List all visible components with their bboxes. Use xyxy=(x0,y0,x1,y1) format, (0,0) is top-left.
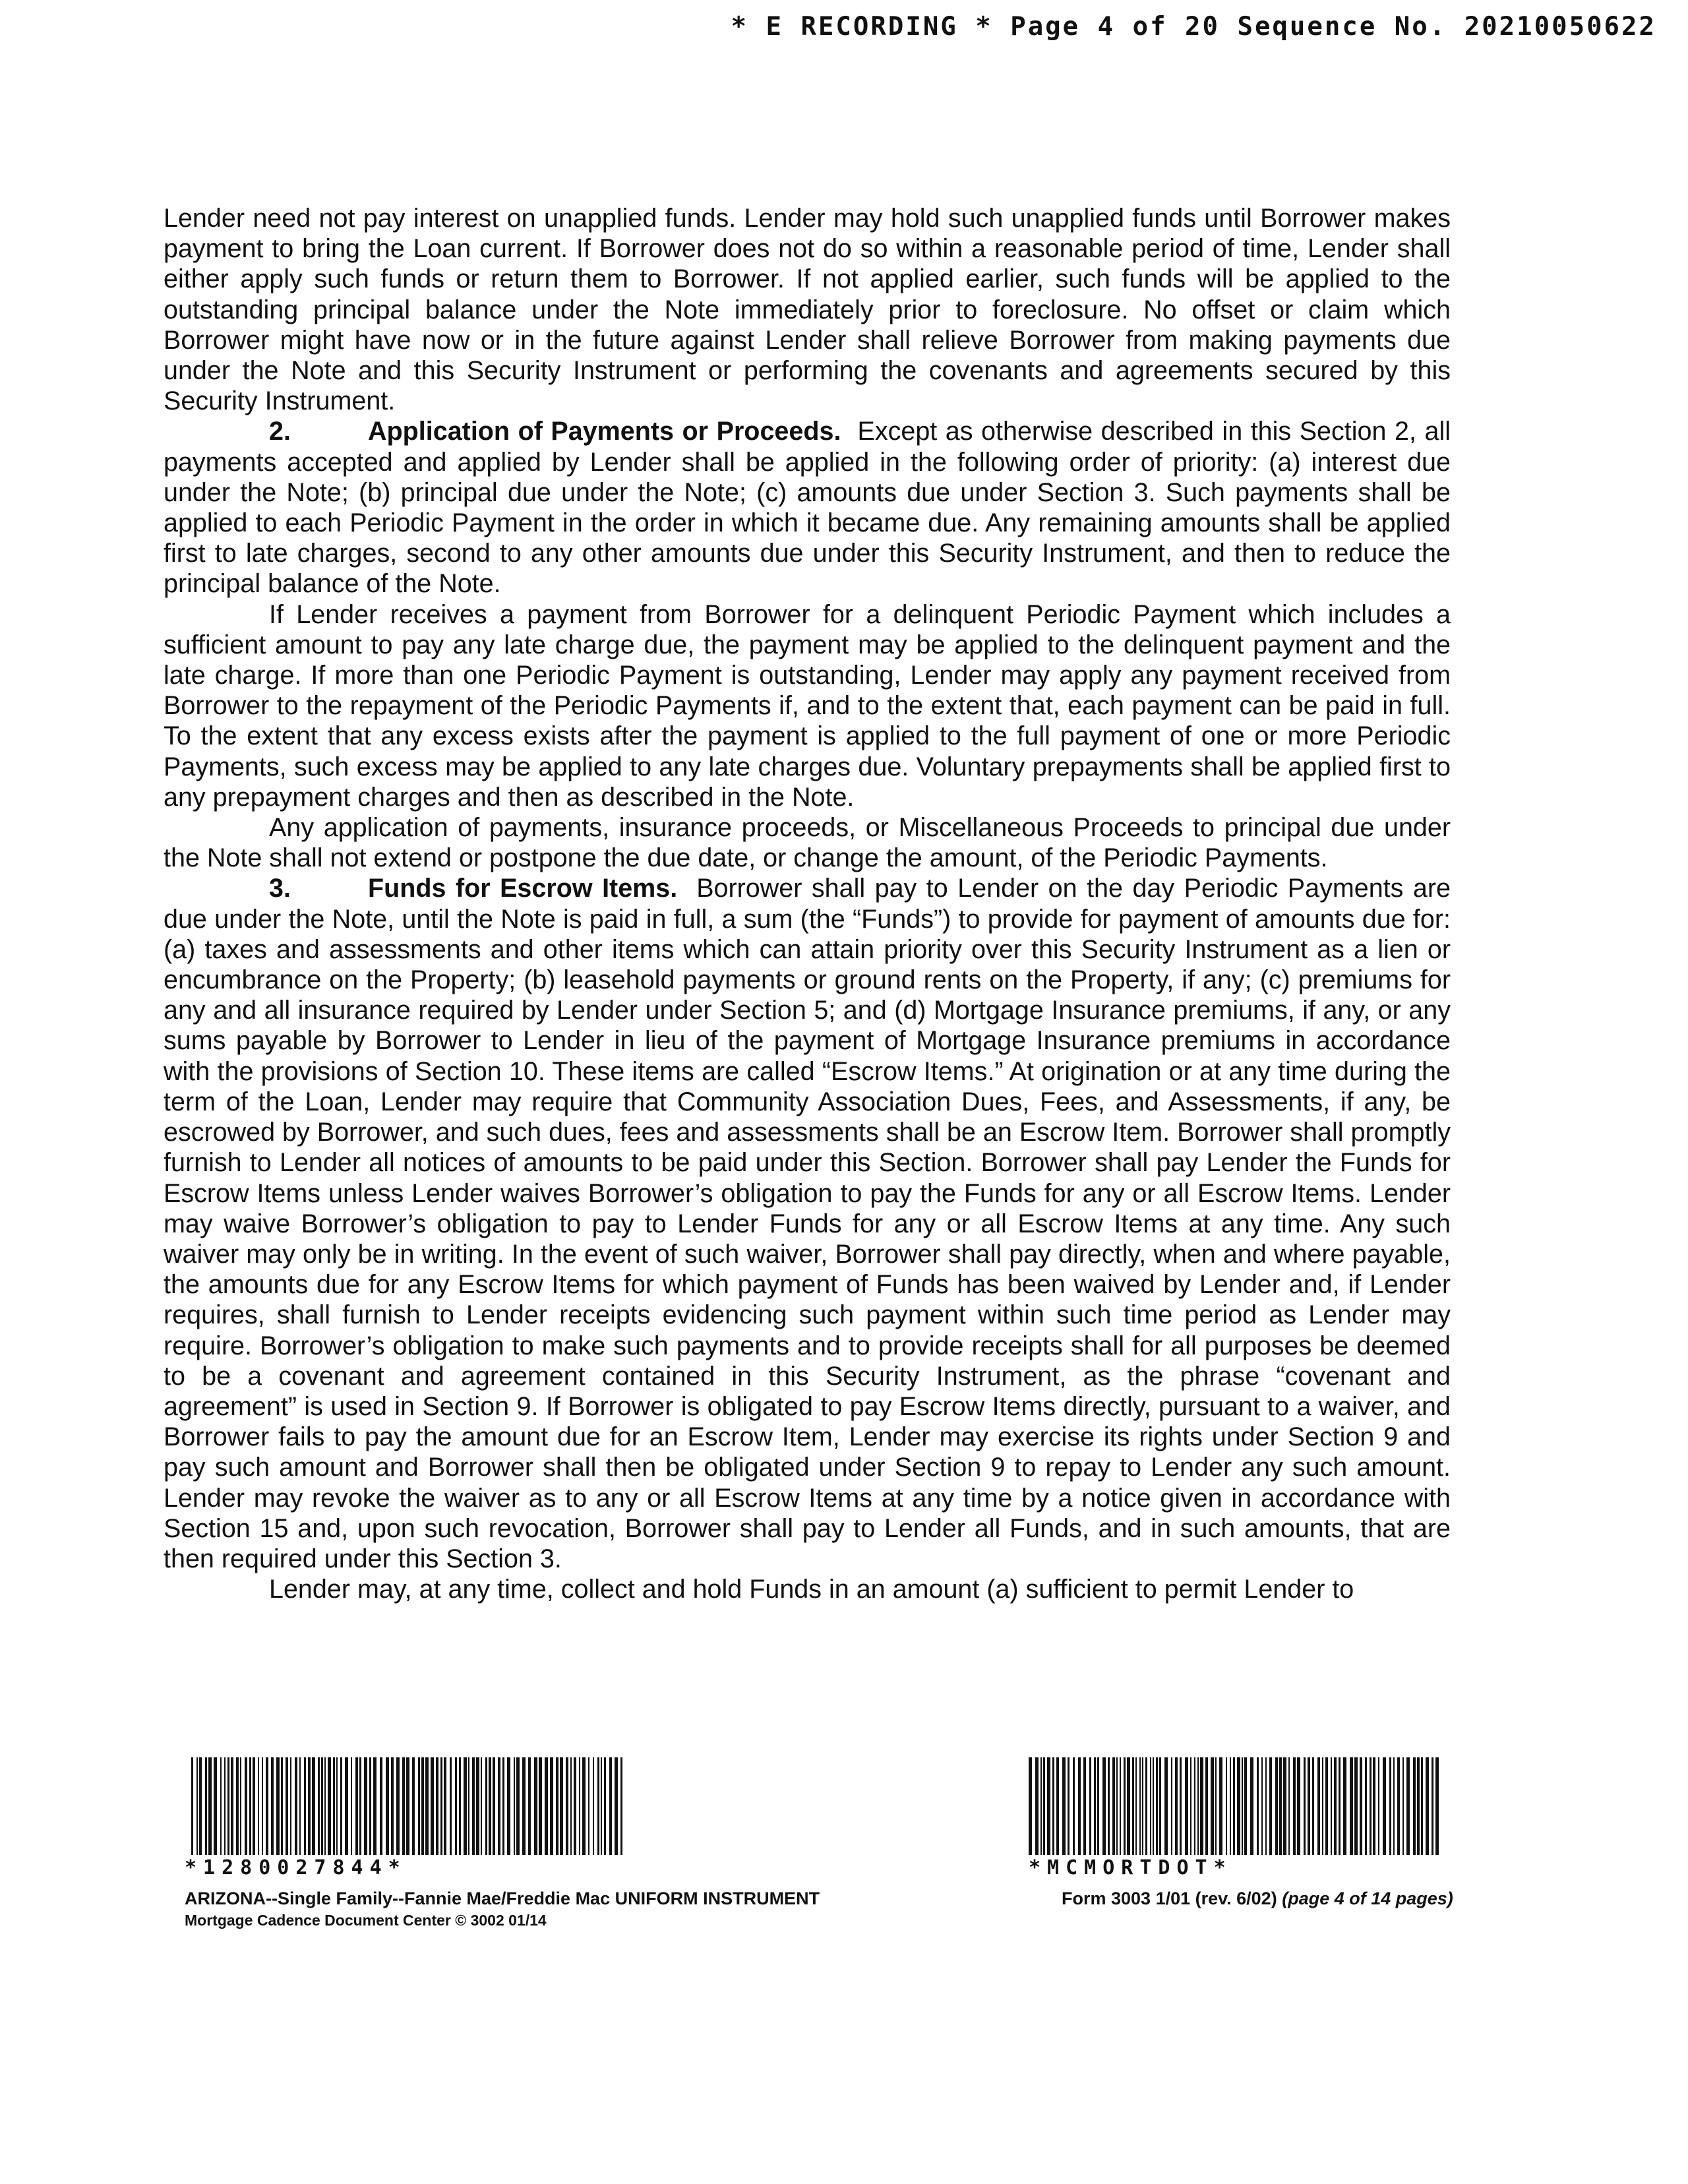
barcode-bar xyxy=(1097,1757,1099,1855)
barcode-bar xyxy=(1145,1757,1147,1855)
document-center-notice: Mortgage Cadence Document Center © 3002 01/14 xyxy=(185,1912,547,1929)
barcode-bar xyxy=(436,1757,438,1855)
barcode-bar xyxy=(597,1757,599,1855)
barcode-bar xyxy=(355,1757,358,1855)
barcode-bar xyxy=(1094,1757,1096,1855)
barcode-bar xyxy=(450,1757,452,1855)
barcode-bar xyxy=(601,1757,602,1855)
barcode-bar xyxy=(369,1757,371,1855)
barcode-bar xyxy=(1265,1757,1267,1855)
barcode-bar xyxy=(593,1757,594,1855)
barcode-bar xyxy=(582,1757,586,1855)
barcode-bar xyxy=(1312,1757,1314,1855)
barcode-bar xyxy=(528,1757,531,1855)
barcode-bar xyxy=(493,1757,495,1855)
barcode-bar xyxy=(1164,1757,1168,1855)
barcode-bar xyxy=(1073,1757,1075,1855)
barcode-bar xyxy=(1242,1757,1243,1855)
barcode-bar xyxy=(1132,1757,1134,1855)
barcode-bar xyxy=(1322,1757,1323,1855)
barcode-bar xyxy=(1397,1757,1400,1855)
barcode-bar xyxy=(556,1757,558,1855)
section-2-text: Except as otherwise described in this Section 2, all payments accepted and applied by Lender shall be applied in the following order of priority: (a) interest due under the Note; (b) principal due under the Note; (c) amounts due under Section 3. Such payments shall be applied to each Periodic Payment in the order in which it became due. Any remaining amounts shall be applied first to late charges, second to any other amounts due under this Security Instrument, and then to reduce the principal balance of the Note. xyxy=(164,417,1451,599)
barcode-bar xyxy=(425,1757,429,1855)
barcode-bar xyxy=(1354,1757,1358,1855)
barcode-bar xyxy=(560,1757,563,1855)
barcode-bar xyxy=(440,1757,442,1855)
barcode-bar xyxy=(220,1757,222,1855)
barcode-bar xyxy=(240,1757,241,1855)
form-number: Form 3003 1/01 (rev. 6/02) xyxy=(1062,1889,1277,1908)
section-3-title: Funds for Escrow Items. xyxy=(368,874,678,903)
barcode-bar xyxy=(1194,1757,1195,1855)
barcode-bar xyxy=(1153,1757,1154,1855)
barcode-bar xyxy=(579,1757,580,1855)
paragraph-delinquent-payment: If Lender receives a payment from Borrower for a delinquent Periodic Payment which includes a sufficient amount to pay any late charge due, the payment may be applied to the delinquent payment and the late charge. If more than one Periodic Payment is outstanding, Lender may apply any payment received from Borrower to the repayment of the Periodic Payments if, and to the extent that, each payment can be paid in full. To the extent that any excess exists after the payment is applied to the full payment of one or more Periodic Payments, such excess may be applied to any late charges due. Voluntary prepayments shall be applied first to any prepayment charges and then as described in the Note. xyxy=(164,599,1451,812)
barcode-bar xyxy=(1171,1757,1172,1855)
section-3-paragraph xyxy=(164,873,1451,1574)
barcode-bar xyxy=(1343,1757,1346,1855)
barcode-bar xyxy=(1142,1757,1143,1855)
footer-left-block xyxy=(185,1757,917,1929)
barcode-bar xyxy=(205,1757,207,1855)
barcode-bar xyxy=(1089,1757,1091,1855)
barcode-bar xyxy=(262,1757,263,1855)
barcode-bar xyxy=(231,1757,233,1855)
barcode-bar xyxy=(514,1757,515,1855)
barcode-bar xyxy=(318,1757,320,1855)
barcode-bar xyxy=(1035,1757,1039,1855)
barcode-bar xyxy=(391,1757,394,1855)
barcode-bar xyxy=(1432,1757,1433,1855)
barcode-bar xyxy=(1378,1757,1379,1855)
barcode-bar xyxy=(421,1757,424,1855)
barcode-bar xyxy=(550,1757,553,1855)
barcode-bar xyxy=(1237,1757,1240,1855)
barcode-bar xyxy=(1156,1757,1158,1855)
barcode-bar xyxy=(1226,1757,1227,1855)
paragraph-unapplied-funds: Lender need not pay interest on unapplied funds. Lender may hold such unapplied funds until Borrower makes payment to bring the Loan current. If Borrower does not do so within a reasonable period of time, Lender shall either apply such funds or return them to Borrower. If not applied earlier, such funds will be applied to the outstanding principal balance under the Note immediately prior to foreclosure. No offset or claim which Borrower might have now or in the future against Lender shall relieve Borrower from making payments due under the Note and this Security Instrument or performing the covenants and agreements secured by this Security Instrument. xyxy=(164,204,1451,416)
barcode-bar xyxy=(1230,1757,1231,1855)
barcode-bar xyxy=(1078,1757,1081,1855)
barcode-bar xyxy=(1297,1757,1300,1855)
barcode-bar xyxy=(359,1757,361,1855)
barcode-bar xyxy=(396,1757,400,1855)
barcode-bar xyxy=(464,1757,467,1855)
barcode-bar xyxy=(481,1757,482,1855)
barcode-bar xyxy=(1383,1757,1386,1855)
barcode-bar xyxy=(196,1757,198,1855)
barcode-bar xyxy=(1102,1757,1106,1855)
footer-right-block xyxy=(1029,1757,1503,1909)
form-code-barcode-caption: *MCMORTDOT* xyxy=(1029,1856,1232,1879)
barcode-bar xyxy=(1304,1757,1306,1855)
paragraph-application-of-payments: Any application of payments, insurance proceeds, or Miscellaneous Proceeds to principal due under the Note shall not extend or postpone the due date, or change the amount, of the Periodic Payments. xyxy=(164,813,1451,873)
barcode-bar xyxy=(1159,1757,1161,1855)
barcode-bar xyxy=(1056,1757,1059,1855)
barcode-bar xyxy=(1275,1757,1278,1855)
barcode-bar xyxy=(1127,1757,1130,1855)
barcode-bar xyxy=(340,1757,342,1855)
barcode-bar xyxy=(364,1757,367,1855)
barcode-bar xyxy=(1413,1757,1416,1855)
barcode-bar xyxy=(1029,1757,1032,1855)
barcode-bar xyxy=(249,1757,251,1855)
barcode-bar xyxy=(1339,1757,1341,1855)
barcode-bar xyxy=(609,1757,612,1855)
barcode-bar xyxy=(1406,1757,1410,1855)
barcode-bar xyxy=(1365,1757,1367,1855)
barcode-bar xyxy=(1190,1757,1191,1855)
barcode-bar xyxy=(570,1757,572,1855)
barcode-bar xyxy=(245,1757,247,1855)
barcode-bar xyxy=(1120,1757,1121,1855)
barcode-bar xyxy=(615,1757,618,1855)
barcode-bar xyxy=(444,1757,446,1855)
barcode-bar xyxy=(227,1757,229,1855)
barcode-bar xyxy=(489,1757,491,1855)
barcode-bar xyxy=(299,1757,301,1855)
barcode-bar xyxy=(324,1757,326,1855)
barcode-bar xyxy=(286,1757,288,1855)
barcode-bar xyxy=(1370,1757,1372,1855)
barcode-bar xyxy=(253,1757,255,1855)
section-3-number: 3. xyxy=(269,874,291,903)
barcode-bar xyxy=(236,1757,239,1855)
barcode-bar xyxy=(1308,1757,1310,1855)
barcode-bar xyxy=(1288,1757,1290,1855)
paragraph-collect-funds: Lender may, at any time, collect and hold Funds in an amount (a) sufficient to permit Lender to xyxy=(269,1575,1354,1604)
barcode-bar xyxy=(1261,1757,1263,1855)
barcode-bar xyxy=(406,1757,409,1855)
barcode-bar xyxy=(1334,1757,1337,1855)
section-2-title: Application of Payments or Proceeds. xyxy=(368,417,841,446)
barcode-bar xyxy=(351,1757,352,1855)
barcode-bar xyxy=(476,1757,479,1855)
instrument-title: ARIZONA--Single Family--Fannie Mae/Freddie Mac UNIFORM INSTRUMENT xyxy=(185,1889,820,1908)
barcode-bar xyxy=(1139,1757,1141,1855)
barcode-bar xyxy=(1360,1757,1362,1855)
barcode-bar xyxy=(1250,1757,1253,1855)
barcode-bar xyxy=(604,1757,606,1855)
barcode-bar xyxy=(472,1757,475,1855)
barcode-bar xyxy=(1180,1757,1182,1855)
barcode-bar xyxy=(455,1757,457,1855)
barcode-bar xyxy=(1389,1757,1391,1855)
barcode-bar xyxy=(1402,1757,1404,1855)
barcode-bar xyxy=(1426,1757,1429,1855)
barcode-bar xyxy=(1317,1757,1320,1855)
document-body xyxy=(164,203,1451,1604)
barcode-bar xyxy=(1062,1757,1066,1855)
barcode-bar xyxy=(214,1757,217,1855)
barcode-bar xyxy=(1215,1757,1217,1855)
barcode-bar xyxy=(1175,1757,1178,1855)
form-number-line xyxy=(1062,1889,1503,1909)
barcode-bar xyxy=(468,1757,469,1855)
barcode-bar xyxy=(431,1757,434,1855)
barcode-bar xyxy=(224,1757,226,1855)
barcode-bar xyxy=(1417,1757,1420,1855)
barcode-bar xyxy=(1435,1757,1439,1855)
barcode-bar xyxy=(1269,1757,1272,1855)
barcode-bar xyxy=(545,1757,548,1855)
recording-stamp: * E RECORDING * Page 4 of 20 Sequence No. 20210050622 xyxy=(731,12,1656,42)
barcode-bar xyxy=(304,1757,306,1855)
form-code-barcode xyxy=(1029,1757,1444,1855)
barcode-bar xyxy=(290,1757,291,1855)
barcode-bar xyxy=(336,1757,338,1855)
barcode-bar xyxy=(276,1757,280,1855)
section-2-number: 2. xyxy=(269,417,291,446)
barcode-bar xyxy=(574,1757,576,1855)
barcode-bar xyxy=(345,1757,348,1855)
barcode-bar xyxy=(281,1757,283,1855)
barcode-bar xyxy=(1279,1757,1282,1855)
barcode-bar xyxy=(620,1757,622,1855)
barcode-bar xyxy=(312,1757,315,1855)
barcode-bar xyxy=(1150,1757,1151,1855)
barcode-bar xyxy=(1124,1757,1126,1855)
barcode-bar xyxy=(208,1757,212,1855)
barcode-bar xyxy=(1421,1757,1423,1855)
barcode-bar xyxy=(1052,1757,1054,1855)
barcode-bar xyxy=(1211,1757,1214,1855)
barcode-bar xyxy=(502,1757,504,1855)
barcode-bar xyxy=(1283,1757,1286,1855)
barcode-bar xyxy=(1116,1757,1118,1855)
barcode-bar xyxy=(1293,1757,1296,1855)
barcode-bar xyxy=(412,1757,415,1855)
barcode-bar xyxy=(1393,1757,1395,1855)
barcode-bar xyxy=(386,1757,389,1855)
barcode-bar xyxy=(380,1757,382,1855)
barcode-bar xyxy=(308,1757,311,1855)
barcode-bar xyxy=(199,1757,202,1855)
barcode-bar xyxy=(1112,1757,1115,1855)
barcode-bar xyxy=(1185,1757,1188,1855)
barcode-bar xyxy=(522,1757,526,1855)
loan-number-barcode-caption: *1280027844* xyxy=(185,1856,407,1879)
barcode-bar xyxy=(539,1757,542,1855)
barcode-bar xyxy=(266,1757,268,1855)
barcode-bar xyxy=(1244,1757,1247,1855)
page-count: (page 4 of 14 pages) xyxy=(1282,1889,1453,1908)
barcode-bar xyxy=(402,1757,405,1855)
section-3-text: Borrower shall pay to Lender on the day Periodic Payments are due under the Note, until the Note is paid in full, a sum (the “Funds”) to provide for payment of amounts due for: (a) taxes and assessments and other items which can attain priority over this Security Instrument as a lien or encumbrance on the Property; (b) leasehold payments or ground rents on the Property, if any; (c) premiums for any and all insurance required by Lender under Section 5; and (d) Mortgage Insurance premiums, if any, or any sums payable by Borrower to Lender in lieu of the payment of Mortgage Insurance premiums in accordance with the provisions of Section 10. These items are called “Escrow Items.” At origination or at any time during the term of the Loan, Lender may require that Community Association Dues, Fees, and Assessments, if any, be escrowed by Borrower, and such dues, fees and assessments shall be an Escrow Item. Borrower shall promptly furnish to Lender all notices of amounts to be paid under this Section. Borrower shall pay Lender the Funds for Escrow Items unless Lender waives Borrower’s obligation to pay the Funds for any or all Escrow Items. Lender may waive Borrower’s obligation to pay to Lender Funds for any or all Escrow Items at any time. Any such waiver may only be in writing. In the event of such waiver, Borrower shall pay directly, when and where payable, the amounts due for any Escrow Items for which payment of Funds has been waived by Lender and, if Lender requires, shall furnish to Lender receipts evidencing such payment within such time period as Lender may require. Borrower’s obligation to make such payments and to provide receipts shall for all purposes be deemed to be a covenant and agreement contained in this Security Instrument, as the phrase “covenant and agreement” is used in Section 9. If Borrower is obligated to pay Escrow Items directly, pursuant to a waiver, and Borrower fails to pay the amount due for an Escrow Item, Lender may exercise its rights under Section 9 and pay such amount and Borrower shall then be obligated under Section 9 to repay to Lender any such amount. Lender may revoke the waiver as to any or all Escrow Items at any time by a notice given in accordance with Section 15 and, upon such revocation, Borrower shall pay to Lender all Funds, and in such amounts, that are then required under this Section 3. xyxy=(164,874,1451,1573)
barcode-bar xyxy=(1373,1757,1375,1855)
barcode-bar xyxy=(1197,1757,1199,1855)
barcode-bar xyxy=(566,1757,568,1855)
barcode-bar xyxy=(191,1757,193,1855)
section-2-paragraph xyxy=(164,416,1451,599)
barcode-bar xyxy=(507,1757,510,1855)
barcode-bar xyxy=(1047,1757,1050,1855)
barcode-bar xyxy=(258,1757,259,1855)
barcode-bar xyxy=(1325,1757,1328,1855)
barcode-bar xyxy=(1068,1757,1070,1855)
barcode-bar xyxy=(1205,1757,1208,1855)
barcode-bar xyxy=(1135,1757,1137,1855)
barcode-bar xyxy=(321,1757,323,1855)
barcode-bar xyxy=(333,1757,335,1855)
barcode-bar xyxy=(1043,1757,1045,1855)
barcode-bar xyxy=(516,1757,520,1855)
barcode-bar xyxy=(1108,1757,1110,1855)
barcode-bar xyxy=(1040,1757,1042,1855)
barcode-bar xyxy=(534,1757,537,1855)
loan-number-barcode xyxy=(191,1757,626,1855)
barcode-bar xyxy=(1257,1757,1259,1855)
barcode-bar xyxy=(1350,1757,1353,1855)
barcode-bar xyxy=(1200,1757,1203,1855)
barcode-bar xyxy=(1233,1757,1235,1855)
barcode-bar xyxy=(271,1757,274,1855)
barcode-bar xyxy=(418,1757,420,1855)
barcode-bar xyxy=(295,1757,297,1855)
barcode-bar xyxy=(588,1757,589,1855)
barcode-bar xyxy=(328,1757,331,1855)
barcode-bar xyxy=(459,1757,461,1855)
barcode-bar xyxy=(1083,1757,1086,1855)
barcode-bar xyxy=(373,1757,377,1855)
barcode-bar xyxy=(498,1757,500,1855)
barcode-bar xyxy=(485,1757,487,1855)
barcode-bar xyxy=(1331,1757,1332,1855)
barcode-bar xyxy=(1219,1757,1222,1855)
